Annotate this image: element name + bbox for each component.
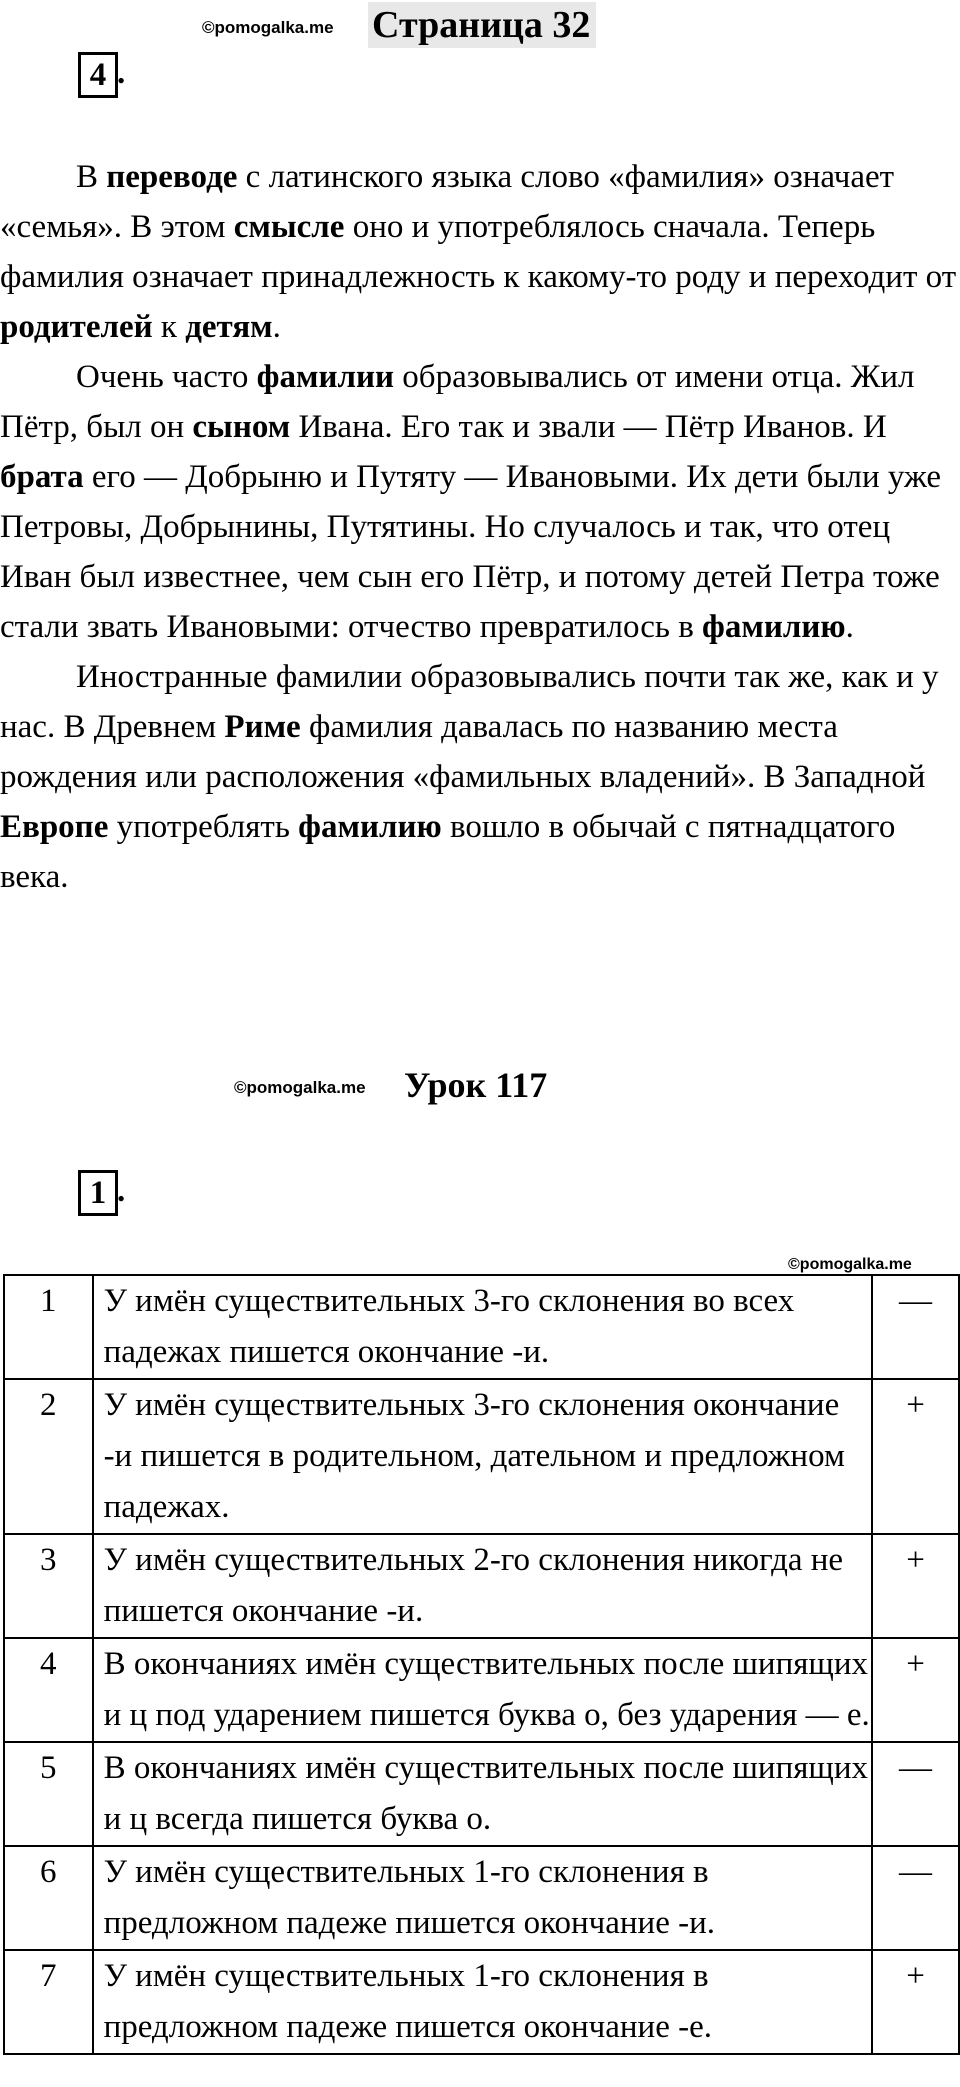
- lesson-watermark: ©pomogalka.me: [234, 1078, 366, 1097]
- row-number: 7: [4, 1950, 93, 2054]
- row-mark: +: [872, 1638, 959, 1742]
- row-number: 2: [4, 1379, 93, 1534]
- bold-keyword: переводе: [106, 159, 238, 195]
- row-statement: У имён существительных 3-го склонения во всех падежах пишется окончание -и.: [93, 1275, 872, 1379]
- task-4-paragraph: [0, 152, 960, 352]
- row-mark: +: [872, 1950, 959, 2054]
- row-statement: У имён существительных 3-го склонения окончание -и пишется в родительном, дательном и предложном падежах.: [93, 1379, 872, 1534]
- text-run: Очень часто: [76, 359, 257, 395]
- text-run: его — Добрыню и Путяту — Ивановыми. Их дети были уже Петровы, Добрынины, Путятины. Но случалось и так, что отец Иван был известнее, чем сын его Пётр, и потому детей Петра тоже стали звать Ивановыми: отчество превратилось в: [0, 459, 942, 645]
- bold-keyword: фамилии: [256, 359, 395, 395]
- text-run: с латинского языка слово «фамилия» означает «семья». В этом: [0, 159, 895, 245]
- row-number: 3: [4, 1534, 93, 1638]
- bold-keyword: смысле: [233, 209, 345, 245]
- task-1-number: 1: [78, 1170, 118, 1216]
- bold-keyword: родителей: [0, 309, 153, 345]
- row-statement: В окончаниях имён существительных после шипящих и ц всегда пишется буква о.: [93, 1742, 872, 1846]
- page-title: Страница 32: [368, 2, 596, 48]
- page-watermark: ©pomogalka.me: [202, 18, 334, 37]
- row-number: 1: [4, 1275, 93, 1379]
- text-run: Ивана. Его так и звали — Пётр Иванов. И: [290, 409, 887, 445]
- bold-keyword: Риме: [224, 709, 301, 745]
- text-run: В: [76, 159, 107, 195]
- text-run: .: [845, 609, 854, 645]
- task-4-number: 4: [78, 52, 118, 98]
- task-4-paragraph: [0, 352, 960, 652]
- row-number: 6: [4, 1846, 93, 1950]
- bold-keyword: брата: [0, 459, 84, 495]
- row-mark: +: [872, 1379, 959, 1534]
- row-statement: У имён существительных 2-го склонения никогда не пишется окончание -и.: [93, 1534, 872, 1638]
- table-watermark: ©pomogalka.me: [788, 1256, 912, 1273]
- bold-keyword: сыном: [192, 409, 291, 445]
- row-statement: У имён существительных 1-го склонения в предложном падеже пишется окончание -е.: [93, 1950, 872, 2054]
- task-1-number-dot: .: [117, 1173, 126, 1209]
- table-row: [4, 1950, 959, 2054]
- table-row: [4, 1638, 959, 1742]
- row-mark: —: [872, 1742, 959, 1846]
- task-4-text: [0, 152, 960, 902]
- lesson-title: Урок 117: [404, 1065, 548, 1105]
- row-number: 5: [4, 1742, 93, 1846]
- text-run: .: [272, 309, 281, 345]
- text-run: фамилия давалась по названию места рождения или расположения «фамильных владений». В Западной: [0, 709, 926, 795]
- bold-keyword: фамилию: [702, 609, 846, 645]
- row-mark: —: [872, 1275, 959, 1379]
- row-statement: В окончаниях имён существительных после шипящих и ц под ударением пишется буква о, без ударения — е.: [93, 1638, 872, 1742]
- statements-table: [3, 1274, 960, 2055]
- text-run: вошло в обычай с пятнадцатого века.: [0, 809, 896, 895]
- table-row: [4, 1742, 959, 1846]
- text-run: употреблять: [108, 809, 299, 845]
- table-row: [4, 1846, 959, 1950]
- bold-keyword: детям: [185, 309, 273, 345]
- task-4-paragraph: [0, 652, 960, 902]
- table-row: [4, 1379, 959, 1534]
- row-statement: У имён существительных 1-го склонения в предложном падеже пишется окончание -и.: [93, 1846, 872, 1950]
- row-mark: +: [872, 1534, 959, 1638]
- text-run: Иностранные фамилии образовывались почти так же, как и у нас. В Древнем: [0, 659, 939, 745]
- table-row: [4, 1534, 959, 1638]
- bold-keyword: фамилию: [298, 809, 442, 845]
- row-number: 4: [4, 1638, 93, 1742]
- row-mark: —: [872, 1846, 959, 1950]
- text-run: образовывались от имени отца. Жил Пётр, был он: [0, 359, 915, 445]
- table-row: [4, 1275, 959, 1379]
- task-4-number-dot: .: [117, 55, 126, 91]
- text-run: оно и употреблялось сначала. Теперь фамилия означает принадлежность к какому-то роду и переходит от: [0, 209, 957, 295]
- bold-keyword: Европе: [0, 809, 109, 845]
- text-run: к: [152, 309, 186, 345]
